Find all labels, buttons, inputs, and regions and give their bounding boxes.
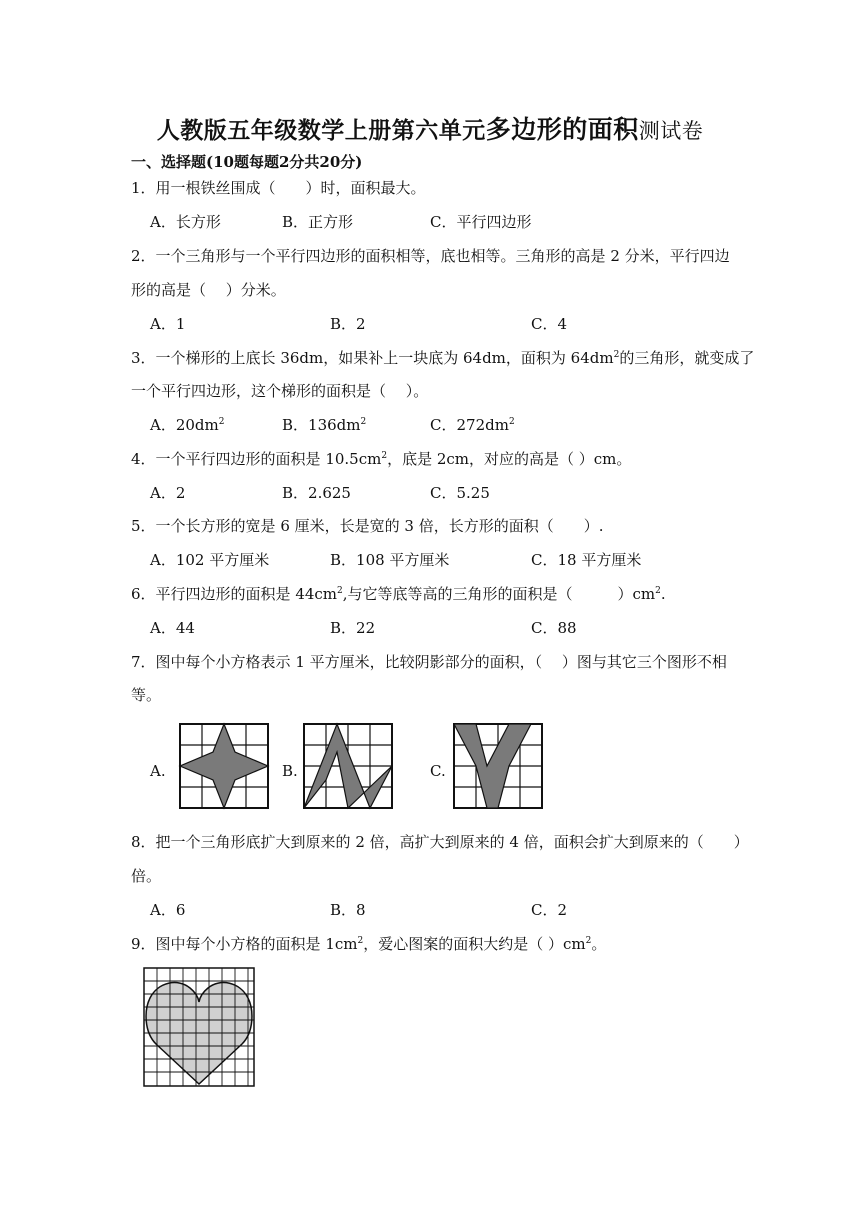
q5-option-b: B．108 平方厘米 bbox=[330, 551, 450, 569]
figure-c-label: C. bbox=[430, 762, 446, 780]
figure-a-label: A. bbox=[150, 762, 166, 780]
q2-option-b: B．2 bbox=[330, 315, 366, 333]
question-8: 8．把一个三角形底扩大到原来的 2 倍，高扩大到原来的 4 倍，面积会扩大到原来的（ ） bbox=[131, 833, 749, 851]
figure-c-grid bbox=[450, 722, 546, 810]
q1-option-b: B．正方形 bbox=[282, 213, 354, 231]
question-7: 7．图中每个小方格表示 1 平方厘米，比较阴影部分的面积，（ ）图与其它三个图形不相 bbox=[131, 653, 727, 671]
q3-option-c: C．$272dm^2$ bbox=[430, 416, 515, 434]
q8-option-c: C．2 bbox=[531, 901, 568, 919]
question-9: 9．图中每个小方格的面积是 $1cm^2$，爱心图案的面积大约是（ ）$cm^2$。 bbox=[131, 935, 607, 953]
q8-option-b: B．8 bbox=[330, 901, 366, 919]
figure-b-label: B. bbox=[282, 762, 298, 780]
question-4: 4．一个平行四边形的面积是 $10.5cm^2$，底是 2cm，对应的高是（ ）cm。 bbox=[131, 450, 632, 468]
q6-option-a: A．44 bbox=[150, 619, 195, 637]
q1-option-c: C．平行四边形 bbox=[430, 213, 532, 231]
question-5: 5．一个长方形的宽是 6 厘米，长是宽的 3 倍，长方形的面积（ ）. bbox=[131, 517, 604, 535]
question-7-line2: 等。 bbox=[131, 686, 162, 704]
q5-option-a: A．102 平方厘米 bbox=[150, 551, 270, 569]
figure-a-grid bbox=[176, 722, 272, 810]
question-3: 3．一个梯形的上底长 36dm，如果补上一块底为 64dm，面积为 $64dm^2$的三角形，就变成了 bbox=[131, 349, 755, 367]
q4-option-a: A．2 bbox=[150, 484, 186, 502]
q3-option-a: A．$20dm^2$ bbox=[150, 416, 225, 434]
figure-b-grid bbox=[300, 722, 396, 810]
q6-option-c: C．88 bbox=[531, 619, 577, 637]
q4-option-c: C．5.25 bbox=[430, 484, 490, 502]
q2-option-a: A．1 bbox=[150, 315, 186, 333]
q3-option-b: B．$136dm^2$ bbox=[282, 416, 367, 434]
q1-option-a: A．长方形 bbox=[150, 213, 221, 231]
question-8-line2: 倍。 bbox=[131, 867, 162, 885]
heart-grid-figure bbox=[140, 966, 258, 1088]
q4-option-b: B．2.625 bbox=[282, 484, 351, 502]
question-2: 2．一个三角形与一个平行四边形的面积相等，底也相等。三角形的高是 2 分米，平行四边 bbox=[131, 247, 730, 265]
question-2-line2: 形的高是（ ）分米。 bbox=[131, 281, 286, 299]
q2-option-c: C．4 bbox=[531, 315, 568, 333]
section-heading: 一、选择题(10题每题2分共20分) bbox=[131, 153, 363, 171]
q8-option-a: A．6 bbox=[150, 901, 186, 919]
q5-option-c: C．18 平方厘米 bbox=[531, 551, 642, 569]
page-title: 人教版五年级数学上册第六单元多边形的面积测试卷 bbox=[156, 115, 704, 144]
question-6: 6．平行四边形的面积是 $44cm^2$,与它等底等高的三角形的面积是（ ）$cm^2$. bbox=[131, 585, 666, 603]
q6-option-b: B．22 bbox=[330, 619, 376, 637]
question-1: 1．用一根铁丝围成（ ）时，面积最大。 bbox=[131, 179, 426, 197]
question-3-line2: 一个平行四边形，这个梯形的面积是（ ）。 bbox=[131, 382, 429, 400]
